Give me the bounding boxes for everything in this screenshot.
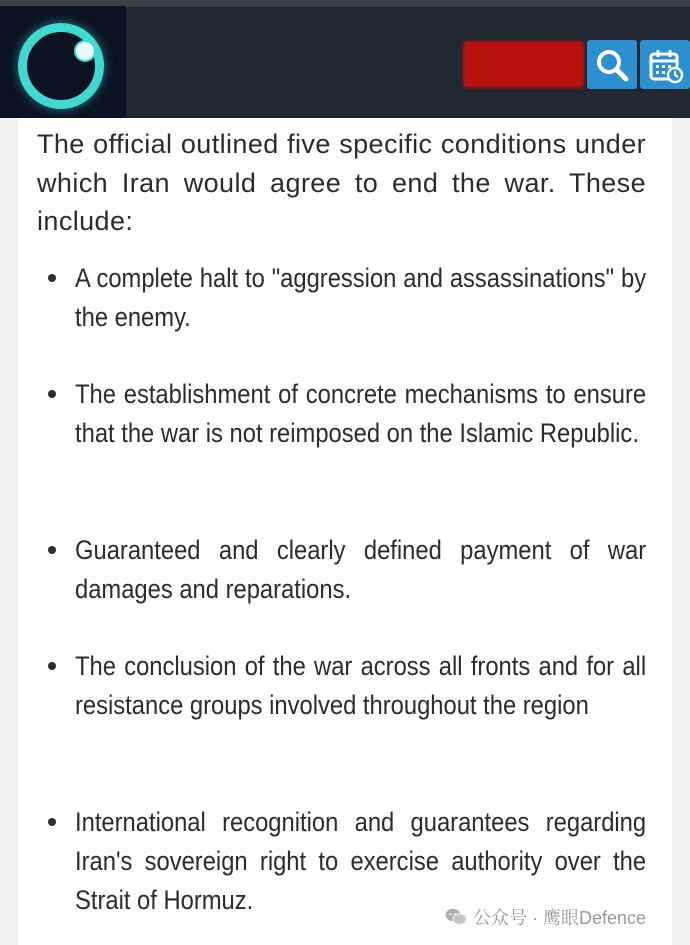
condition-text: A complete halt to "aggression and assassinations" by the enemy. bbox=[75, 263, 647, 332]
bullet-icon bbox=[48, 818, 56, 826]
search-icon bbox=[595, 48, 629, 82]
site-header bbox=[0, 0, 690, 118]
watermark bbox=[445, 904, 646, 930]
condition-text: The establishment of concrete mechanisms to ensure that the war is not reimposed on the Islamic Republic. bbox=[75, 379, 647, 448]
list-item bbox=[75, 531, 646, 609]
bullet-icon bbox=[48, 390, 56, 398]
bullet-icon bbox=[48, 546, 56, 554]
bullet-icon bbox=[48, 662, 56, 670]
list-item bbox=[75, 647, 646, 725]
wechat-icon bbox=[445, 908, 467, 926]
article-intro: The official outlined five specific conditions under which Iran would agree to end the war. These include: bbox=[37, 129, 646, 236]
watermark-text: 公众号 · 鹰眼Defence bbox=[473, 908, 647, 928]
logo-ring-icon bbox=[18, 23, 104, 109]
list-item bbox=[75, 375, 646, 453]
logo-dot-icon bbox=[74, 40, 96, 62]
calendar-icon bbox=[648, 48, 684, 84]
condition-text: International recognition and guarantees regarding Iran's sovereign right to exercise authority over the Strait of Hormuz. bbox=[75, 807, 647, 915]
bullet-icon bbox=[48, 274, 56, 282]
calendar-button[interactable] bbox=[640, 40, 690, 89]
site-logo[interactable] bbox=[0, 6, 126, 118]
list-item bbox=[75, 803, 646, 919]
condition-text: Guaranteed and clearly defined payment of war damages and reparations. bbox=[75, 535, 647, 604]
condition-text: The conclusion of the war across all fronts and for all resistance groups involved throughout the region bbox=[75, 651, 647, 720]
header-red-button[interactable] bbox=[463, 41, 584, 88]
search-button[interactable] bbox=[587, 40, 637, 89]
article-body bbox=[18, 118, 672, 945]
list-item bbox=[75, 259, 646, 337]
